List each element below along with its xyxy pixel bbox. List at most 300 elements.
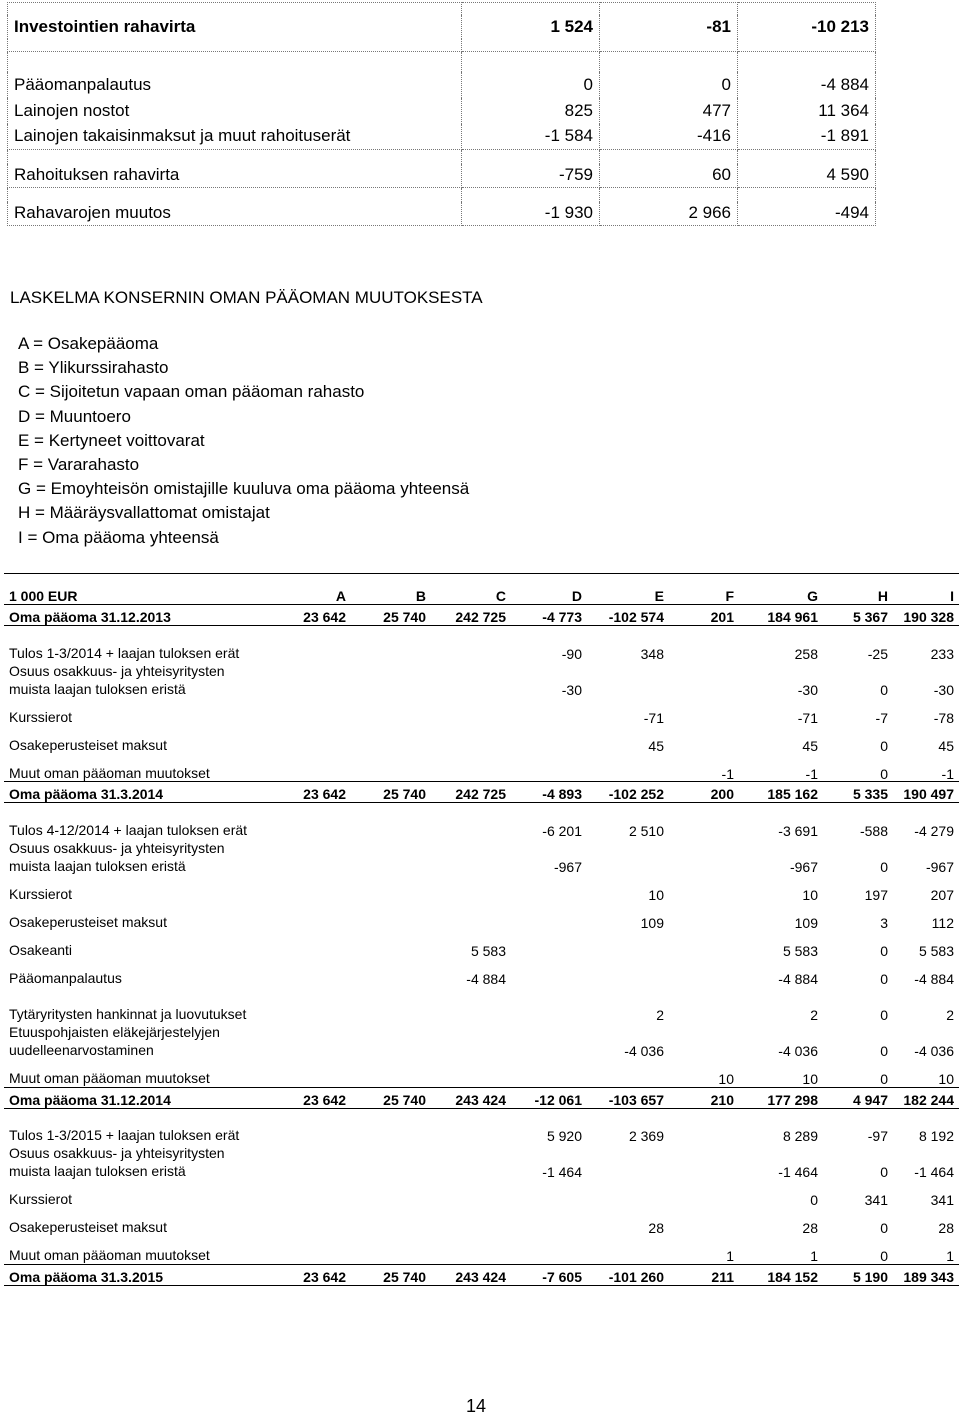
cell-value	[669, 726, 739, 754]
row-label: Oma pääoma 31.12.2014	[4, 1087, 269, 1108]
cell-value	[669, 959, 739, 987]
table-row	[4, 931, 959, 959]
cell-value: 184 961	[739, 605, 823, 626]
cell-value: 0	[880, 1248, 888, 1264]
column-header: F	[669, 574, 739, 605]
cell-value: 45	[938, 737, 954, 754]
cell-value	[669, 903, 739, 931]
balance-row	[4, 782, 959, 803]
cell-value: 2	[946, 1007, 954, 1023]
legend-item: I = Oma pääoma yhteensä	[18, 527, 219, 547]
cell-value	[431, 987, 511, 1023]
cell-value: -1	[805, 765, 818, 782]
table-row	[4, 803, 959, 840]
cell-value	[351, 987, 431, 1023]
table-row	[4, 1180, 959, 1208]
cell-value: 10	[648, 887, 664, 903]
cell-value	[511, 1059, 587, 1087]
cell-value: 45	[648, 737, 664, 754]
column-header: G	[739, 574, 823, 605]
legend-item: A = Osakepääoma	[18, 334, 159, 353]
cell-value: 184 152	[739, 1264, 823, 1285]
cell-value: 5 335	[823, 782, 893, 803]
column-legend	[18, 332, 469, 550]
cell-value: -102 574	[587, 605, 669, 626]
cell-value: -4 884	[778, 971, 818, 987]
cell-value	[269, 698, 351, 726]
cell-value	[587, 754, 669, 782]
legend-item: H = Määräysvallattomat omistajat	[18, 503, 270, 523]
cell-value: -3 691	[778, 823, 818, 839]
cell-value	[351, 1208, 431, 1236]
cell-value: 8 289	[782, 1128, 818, 1144]
column-header: D	[511, 574, 587, 605]
cell-value	[587, 931, 669, 959]
balance-row	[4, 1087, 959, 1108]
cell-value: 1	[810, 1248, 818, 1264]
cell-value: 10	[938, 1071, 954, 1087]
table-row	[8, 72, 876, 98]
cell-value: -967	[789, 859, 818, 875]
cell-value: 5 583	[918, 943, 954, 959]
cell-value	[511, 987, 587, 1023]
cell-value: 258	[794, 645, 818, 662]
cell-value	[351, 726, 431, 754]
cell-value	[511, 931, 587, 959]
cell-value: -12 061	[511, 1087, 587, 1108]
row-label: Oma pääoma 31.3.2015	[4, 1264, 269, 1285]
legend-item: B = Ylikurssirahasto	[18, 358, 169, 378]
row-label: Kurssierot	[9, 886, 73, 902]
cell-value: 0	[880, 1220, 888, 1236]
cell-value: 825	[462, 98, 600, 124]
table-row	[4, 1023, 959, 1059]
row-label: Muut oman pääoman muutokset	[9, 1070, 210, 1086]
cell-value	[587, 1180, 669, 1208]
cell-value: -1 930	[462, 202, 600, 226]
row-label: Tulos 1-3/2015 + laajan tuloksen erät	[9, 1127, 240, 1143]
cell-value	[511, 698, 587, 726]
cell-value: 0	[880, 681, 888, 698]
cell-value: 197	[864, 887, 888, 903]
cell-value	[269, 987, 351, 1023]
cell-value	[269, 754, 351, 782]
cell-value	[431, 1208, 511, 1236]
cell-value: 5 583	[470, 943, 506, 959]
header-unit: 1 000 EUR	[4, 574, 269, 605]
cell-value: 243 424	[431, 1264, 511, 1285]
cell-value: 5 367	[823, 605, 893, 626]
cell-value: -1 584	[462, 124, 600, 150]
cell-value: 2	[810, 1007, 818, 1023]
cell-value	[431, 698, 511, 726]
cell-value: -759	[462, 164, 600, 188]
cell-value	[351, 875, 431, 903]
cell-value: -97	[867, 1128, 888, 1144]
cell-value: 0	[880, 971, 888, 987]
cell-value	[669, 662, 739, 698]
cell-value	[669, 626, 739, 662]
table-row	[4, 698, 959, 726]
row-label: Tulos 4-12/2014 + laajan tuloksen erät	[9, 822, 248, 838]
cell-value	[587, 1236, 669, 1264]
cell-value	[269, 903, 351, 931]
cell-value	[669, 803, 739, 840]
cell-value: -81	[600, 15, 738, 39]
table-row	[4, 839, 959, 875]
cell-value	[511, 1023, 587, 1059]
cell-value: -103 657	[587, 1087, 669, 1108]
cell-value: 10	[802, 1071, 818, 1087]
cell-value: -90	[561, 645, 582, 662]
row-label: Osakeperusteiset maksut	[9, 736, 167, 753]
cell-value: 207	[930, 887, 954, 903]
cell-value: 243 424	[431, 1087, 511, 1108]
cell-value	[511, 1180, 587, 1208]
cell-value: -4 884	[466, 971, 506, 987]
row-label: Osuus osakkuus- ja yhteisyritysten muista laajan tuloksen eristä	[9, 662, 225, 697]
row-label: Oma pääoma 31.12.2013	[4, 605, 269, 626]
cell-value: -4 036	[778, 1043, 818, 1059]
cell-value: 28	[802, 1220, 818, 1236]
cell-value	[269, 662, 351, 698]
cell-value: -1	[941, 765, 954, 782]
cell-value	[351, 803, 431, 840]
cell-value	[351, 662, 431, 698]
cell-value: 200	[669, 782, 739, 803]
cell-value: -4 279	[914, 823, 954, 839]
cell-value: -30	[797, 681, 818, 698]
cell-value	[269, 875, 351, 903]
cell-value: 0	[880, 1007, 888, 1023]
table-row	[4, 754, 959, 782]
cell-value: -1 464	[542, 1164, 582, 1180]
cell-value: 341	[930, 1192, 954, 1208]
cell-value: 23 642	[269, 605, 351, 626]
cell-value	[587, 959, 669, 987]
column-header: I	[893, 574, 959, 605]
cell-value: -1 464	[778, 1164, 818, 1180]
table-row	[4, 903, 959, 931]
cell-value	[269, 1180, 351, 1208]
cell-value	[669, 1108, 739, 1144]
balance-row	[4, 605, 959, 626]
legend-item: C = Sijoitetun vapaan oman pääoman rahasto	[18, 382, 365, 402]
cell-value	[511, 903, 587, 931]
row-label: Kurssierot	[9, 708, 73, 725]
cell-value: -494	[738, 202, 876, 226]
cell-value: 60	[600, 164, 738, 188]
cell-value: -30	[933, 681, 954, 698]
cell-value	[431, 1144, 511, 1180]
cell-value: 190 497	[893, 782, 959, 803]
cell-value: 23 642	[269, 782, 351, 803]
column-header: B	[351, 574, 431, 605]
column-header: E	[587, 574, 669, 605]
table-row	[4, 726, 959, 754]
cell-value: -25	[867, 645, 888, 662]
cell-value	[269, 1059, 351, 1087]
cell-value: 45	[802, 737, 818, 754]
cell-value: 0	[880, 765, 888, 782]
cell-value: -588	[859, 823, 888, 839]
cell-value: 190 328	[893, 605, 959, 626]
cell-value	[351, 1236, 431, 1264]
cell-value: 28	[648, 1220, 664, 1236]
cell-value: -1	[721, 765, 734, 782]
cell-value	[351, 1180, 431, 1208]
table-row	[8, 15, 876, 39]
cell-value	[431, 1059, 511, 1087]
table-row	[4, 1236, 959, 1264]
cell-value: 242 725	[431, 782, 511, 803]
cell-value: -71	[643, 709, 664, 726]
cell-value: 1 524	[462, 15, 600, 39]
cell-value	[269, 726, 351, 754]
table-row	[4, 662, 959, 698]
cell-value: -10 213	[738, 15, 876, 39]
row-label: Etuuspohjaisten eläkejärjestelyjen uudelleenarvostaminen	[9, 1024, 220, 1058]
cell-value: 0	[880, 859, 888, 875]
cell-value	[269, 839, 351, 875]
cell-value: 477	[600, 98, 738, 124]
cell-value: 5 190	[823, 1264, 893, 1285]
cell-value: -4 893	[511, 782, 587, 803]
cell-value: -1 891	[738, 124, 876, 150]
cell-value	[431, 726, 511, 754]
cell-value: -4 773	[511, 605, 587, 626]
cell-value: 4 947	[823, 1087, 893, 1108]
cell-value: 1	[726, 1248, 734, 1264]
cell-value: 3	[880, 915, 888, 931]
column-header: A	[269, 574, 351, 605]
table-row	[8, 124, 876, 150]
legend-item: G = Emoyhteisön omistajille kuuluva oma pääoma yhteensä	[18, 479, 470, 499]
cell-value	[431, 839, 511, 875]
cell-value: 25 740	[351, 1087, 431, 1108]
cell-value: 210	[669, 1087, 739, 1108]
cell-value: -1 464	[914, 1164, 954, 1180]
cell-value	[669, 987, 739, 1023]
cell-value: 0	[880, 1164, 888, 1180]
row-label: Muut oman pääoman muutokset	[9, 764, 210, 781]
cell-value	[511, 726, 587, 754]
cell-value	[587, 1059, 669, 1087]
table-row	[4, 1208, 959, 1236]
row-label: Investointien rahavirta	[8, 15, 462, 39]
cell-value	[269, 1144, 351, 1180]
cell-value	[351, 698, 431, 726]
cell-value	[511, 1208, 587, 1236]
cell-value: 0	[462, 72, 600, 98]
column-header: C	[431, 574, 511, 605]
cell-value: 341	[864, 1192, 888, 1208]
cell-value: 8 192	[918, 1128, 954, 1144]
cell-value	[269, 1108, 351, 1144]
cell-value: 25 740	[351, 605, 431, 626]
cell-value	[431, 875, 511, 903]
cell-value: 0	[810, 1192, 818, 1208]
cell-value	[269, 1236, 351, 1264]
cell-value: -7 605	[511, 1264, 587, 1285]
cell-value: 2 966	[600, 202, 738, 226]
column-header: H	[823, 574, 893, 605]
cell-value	[431, 754, 511, 782]
cell-value	[511, 754, 587, 782]
cell-value: 10	[718, 1071, 734, 1087]
cell-value: -78	[933, 709, 954, 726]
cell-value	[511, 1236, 587, 1264]
cell-value: 5 920	[546, 1128, 582, 1144]
cell-value	[351, 931, 431, 959]
row-label: Pääomanpalautus	[9, 970, 122, 986]
cell-value: 0	[880, 737, 888, 754]
page-number: 14	[466, 1396, 487, 1416]
cell-value	[431, 1236, 511, 1264]
cell-value: -967	[925, 859, 954, 875]
cell-value	[351, 959, 431, 987]
cell-value	[669, 931, 739, 959]
cell-value: -102 252	[587, 782, 669, 803]
table-row	[4, 1108, 959, 1144]
cash-flow-table	[7, 2, 876, 226]
row-label: Osakeanti	[9, 942, 73, 958]
table-row	[4, 626, 959, 662]
cell-value: -4 036	[914, 1043, 954, 1059]
cell-value	[431, 662, 511, 698]
table-row	[8, 98, 876, 124]
cell-value	[351, 903, 431, 931]
cell-value	[269, 1023, 351, 1059]
cell-value	[669, 1023, 739, 1059]
legend-item: E = Kertyneet voittovarat	[18, 430, 205, 450]
row-label: Pääomanpalautus	[8, 72, 462, 98]
cell-value	[351, 1059, 431, 1087]
cell-value: -101 260	[587, 1264, 669, 1285]
cell-value: -4 036	[624, 1043, 664, 1059]
cell-value	[351, 626, 431, 662]
row-label: Tytäryritysten hankinnat ja luovutukset	[9, 1006, 247, 1022]
cell-value: 189 343	[893, 1264, 959, 1285]
equity-changes-table	[4, 573, 959, 1286]
cell-value: 2 369	[628, 1128, 664, 1144]
cell-value: -4 884	[914, 971, 954, 987]
row-label: Osakeperusteiset maksut	[9, 914, 167, 930]
cell-value: 23 642	[269, 1087, 351, 1108]
row-label: Rahoituksen rahavirta	[8, 164, 462, 188]
cell-value: 0	[880, 1071, 888, 1087]
cell-value	[431, 626, 511, 662]
cell-value: 211	[669, 1264, 739, 1285]
row-label: Oma pääoma 31.3.2014	[4, 782, 269, 803]
table-row	[4, 987, 959, 1023]
table-row	[8, 164, 876, 188]
cell-value: 201	[669, 605, 739, 626]
cell-value	[269, 626, 351, 662]
row-label: Kurssierot	[9, 1191, 73, 1207]
cell-value: 0	[880, 943, 888, 959]
cell-value	[431, 1180, 511, 1208]
cell-value	[669, 1208, 739, 1236]
cell-value: 5 583	[782, 943, 818, 959]
table-row	[4, 1144, 959, 1180]
cell-value	[269, 959, 351, 987]
cell-value	[431, 1108, 511, 1144]
section-heading: LASKELMA KONSERNIN OMAN PÄÄOMAN MUUTOKSESTA	[10, 288, 483, 307]
row-label: Osuus osakkuus- ja yhteisyritysten muista laajan tuloksen eristä	[9, 840, 225, 874]
cell-value: 23 642	[269, 1264, 351, 1285]
cell-value: 109	[640, 915, 664, 931]
cell-value	[351, 1108, 431, 1144]
cell-value	[351, 1023, 431, 1059]
cell-value: 112	[931, 915, 954, 931]
cell-value	[669, 875, 739, 903]
row-label: Tulos 1-3/2014 + laajan tuloksen erät	[9, 644, 240, 661]
row-label: Lainojen nostot	[8, 98, 462, 124]
cell-value	[431, 903, 511, 931]
cell-value: 11 364	[738, 98, 876, 124]
cell-value: -7	[875, 709, 888, 726]
cell-value	[511, 875, 587, 903]
cell-value	[669, 1144, 739, 1180]
table-row	[8, 202, 876, 226]
cell-value: 2 510	[628, 823, 664, 839]
row-label: Osuus osakkuus- ja yhteisyritysten muista laajan tuloksen eristä	[9, 1145, 225, 1179]
cell-value	[269, 1208, 351, 1236]
cell-value: 25 740	[351, 782, 431, 803]
row-label: Muut oman pääoman muutokset	[9, 1247, 210, 1263]
cell-value: 0	[600, 72, 738, 98]
cell-value	[669, 698, 739, 726]
cell-value: -967	[553, 859, 582, 875]
table-row	[4, 959, 959, 987]
cell-value	[587, 839, 669, 875]
cell-value: 2	[656, 1007, 664, 1023]
cell-value: -30	[561, 681, 582, 698]
cell-value	[269, 931, 351, 959]
cell-value: 233	[930, 645, 954, 662]
legend-item: D = Muuntoero	[18, 406, 131, 426]
cell-value: 0	[880, 1043, 888, 1059]
cell-value	[351, 754, 431, 782]
row-label: Osakeperusteiset maksut	[9, 1219, 167, 1235]
cell-value: -416	[600, 124, 738, 150]
row-label: Rahavarojen muutos	[8, 202, 462, 226]
cell-value	[431, 803, 511, 840]
cell-value	[431, 1023, 511, 1059]
cell-value: 348	[640, 645, 664, 662]
cell-value	[351, 839, 431, 875]
legend-item: F = Vararahasto	[18, 454, 140, 474]
table-row	[4, 1059, 959, 1087]
cell-value	[511, 959, 587, 987]
cell-value: 10	[802, 887, 818, 903]
cell-value	[587, 1144, 669, 1180]
table-header-row	[4, 574, 959, 605]
table-row	[4, 875, 959, 903]
cell-value: -6 201	[542, 823, 582, 839]
cell-value	[669, 1180, 739, 1208]
cell-value: 4 590	[738, 164, 876, 188]
cell-value: -71	[797, 709, 818, 726]
cell-value: -4 884	[738, 72, 876, 98]
cell-value	[587, 662, 669, 698]
cell-value: 28	[938, 1220, 954, 1236]
cell-value: 109	[794, 915, 818, 931]
cell-value: 182 244	[893, 1087, 959, 1108]
cell-value: 177 298	[739, 1087, 823, 1108]
cell-value	[351, 1144, 431, 1180]
